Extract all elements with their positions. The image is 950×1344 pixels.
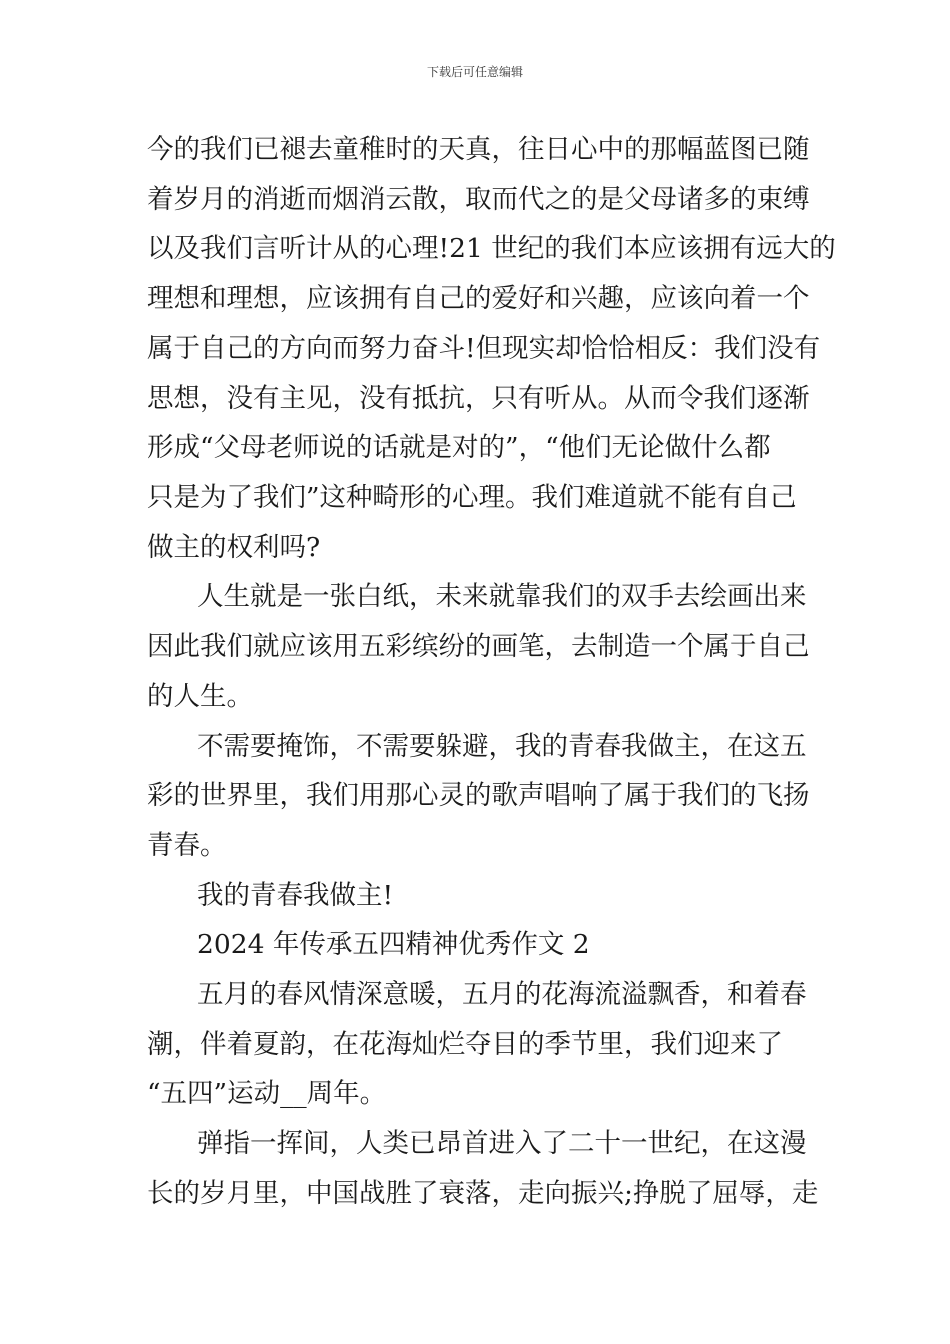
text-line: 着岁月的消逝而烟消云散，取而代之的是父母诸多的束缚 [147, 184, 810, 215]
text-line: 理想和理想，应该拥有自己的爱好和兴趣，应该向着一个 [147, 283, 810, 314]
paragraph-first-line: 五月的春风情深意暖，五月的花海流溢飘香，和着春 [197, 979, 807, 1010]
section-title: 2024 年传承五四精神优秀作文 2 [197, 929, 590, 960]
text-line: 潮，伴着夏韵，在花海灿烂夺目的季节里，我们迎来了 [147, 1029, 783, 1060]
paragraph-first-line: 弹指一挥间，人类已昂首进入了二十一世纪，在这漫 [197, 1128, 807, 1159]
paragraph-first-line: 人生就是一张白纸，未来就靠我们的双手去绘画出来 [197, 581, 807, 612]
text-line: “五四”运动__周年。 [147, 1078, 387, 1109]
text-line: 形成“父母老师说的话就是对的”，“他们无论做什么都 [147, 432, 771, 463]
text-line: 的人生。 [147, 681, 253, 712]
text-line: 属于自己的方向而努力奋斗!但现实却恰恰相反：我们没有 [147, 333, 821, 364]
text-line: 思想，没有主见，没有抵抗，只有听从。从而令我们逐渐 [147, 383, 810, 414]
text-line: 做主的权利吗? [147, 532, 321, 563]
paragraph-first-line: 我的青春我做主! [197, 880, 394, 911]
text-line: 彩的世界里，我们用那心灵的歌声唱响了属于我们的飞扬 [147, 780, 810, 811]
text-line: 以及我们言听计从的心理!21 世纪的我们本应该拥有远大的 [147, 233, 836, 264]
text-line: 青春。 [147, 830, 227, 861]
text-line: 今的我们已褪去童稚时的天真，往日心中的那幅蓝图已随 [147, 134, 810, 165]
paragraph-first-line: 不需要掩饰，不需要躲避，我的青春我做主，在这五 [197, 731, 807, 762]
text-line: 因此我们就应该用五彩缤纷的画笔，去制造一个属于自己 [147, 631, 810, 662]
text-line: 只是为了我们”这种畸形的心理。我们难道就不能有自己 [147, 482, 797, 513]
page-header: 下载后可任意编辑 [426, 65, 523, 79]
text-line: 长的岁月里，中国战胜了衰落，走向振兴;挣脱了屈辱，走 [147, 1178, 819, 1209]
